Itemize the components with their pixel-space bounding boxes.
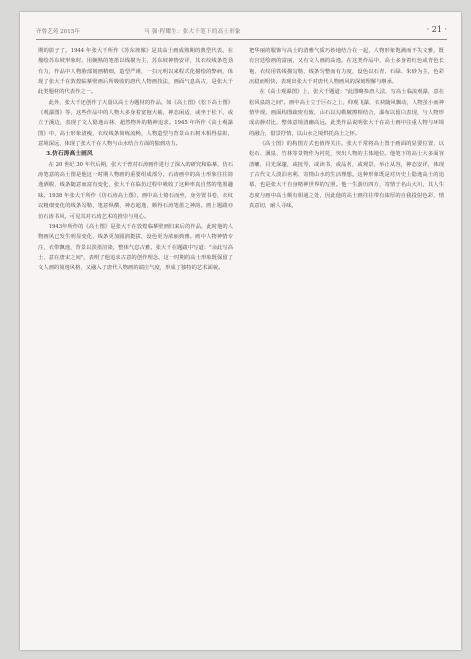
- paragraph: 《高士图》的构图方式也值得关注。张大千常将高士置于画面的显要位置，以松石、溪泉、竹林等景物作为衬托，突出人物的主体地位。他笔下的高士大多面容清癯，目光深邃，或抚琴，或读书，或品茗，或观景，举止从容，神态安详，体现了古代文人淡泊名利、寄情山水的生活理想。这种形象既是对历史上隐逸高士的追慕，也是张大千自身精神世界的写照。他一生游历四方，寄情于名山大川，其人生态度与画中高士颇有相通之处，因此他的高士画往往带有浓厚的自我投射色彩，情真意切，耐人寻味。: [249, 141, 444, 210]
- paragraph: 1943年所作的《高士图》是张大千在敦煌临摹壁画归来后的作品，此时他的人物画风已发生明显变化，线条更加圆润挺拔，设色更为浓丽典雅。画中人物神情专注，衣带飘逸，背景以淡墨渲染，整体气息古雅。张大千在题跋中写道："余此写高士，意在唐宋之间"，表明了他追求古意的创作理念。这一时期的高士形象既保留了文人画的简逸风格，又融入了唐代人物画的端庄气度，形成了独特的艺术面貌。: [38, 223, 233, 272]
- journal-page: [20, 12, 461, 650]
- header-rule: [36, 39, 447, 40]
- paragraph: 在《高士观瀑图》上，张大千题道："此图略参唐人法，写高士临流观瀑，意在松风泉韵之间"。画中高士立于巨石之上，仰观飞瀑，衣袂随风飘动，人物虽小而神情毕现。画面构图疏密有致，山石以勾勒皴擦相结合，瀑布以留白表现，与人物形成动静对比，整体意境清幽高远。此类作品说明张大千在高士画中注重人物与环境的融合，借景抒情，以山水之境烘托高士之怀。: [249, 89, 444, 137]
- journal-name: 齐鲁艺苑 2015年: [36, 29, 80, 35]
- paragraph: 把华丽的服饰与高士的清雅气质巧妙地结合在一起，人物形象饱满而不失文雅，既有宫廷绘画的富丽，又有文人画的高逸。在这类作品中，高士多身着红色或青色长袍，衣纹用铁线描勾勒，线条匀整而有力度，设色以石青、石绿、朱砂为主，色彩沉稳而明快，表现出张大千对唐代人物画风的深刻理解与继承。: [249, 48, 444, 86]
- article-running-title: 马 强·程耀生：张大千笔下的高士形象: [144, 29, 241, 35]
- section-heading: 3.仿石涛高士画风: [46, 151, 93, 158]
- paragraph: 此外，张大千还创作了大量以高士为题材的作品，如《高士图》《松下高士图》《观瀑图》等，这些作品中的人物大多身着宽袍大袖，神态闲适，或坐于松下，或立于溪边，表现了文人隐逸山林、超然物外的精神追求。1945 年所作《高士观瀑图》中，高士形象清瘦，衣纹线条简练流畅，人物造型与背景山石树木相得益彰，意境深远，体现了张大千在人物与山水结合方面的独到功力。: [38, 99, 233, 148]
- left-column: [38, 46, 233, 638]
- running-header: [36, 27, 447, 37]
- right-column: [249, 46, 444, 638]
- paragraph: 在 20 世纪 30 年代后期，张大千曾对石涛画作进行了深入的研究和临摹，仿石涛笔意的高士图是他这一时期人物画的重要组成部分。石涛画中的高士形象往往简逸洒脱，线条随意而富有变化，张大千在临仿过程中吸收了这种率真自然的笔墨趣味。1938 年张大千所作《仿石涛高士图》，画中高士倚石而坐，身旁置书卷，衣纹以粗细变化的线条勾勒，笔意纵横，神态超逸，颇得石涛笔墨之神韵。画上题跋亦仿石涛书风，可见其对石涛艺术的推崇与用心。: [38, 161, 233, 220]
- page-number: · 21 ·: [426, 25, 447, 34]
- paragraph: 期的影子了。1944 年张大千所作《苏东坡像》是其高士画成熟期的典型代表。在描绘苏东坡形象时，用娴熟的笔墨以线描为主，苏东坡神情安详，其衣纹线条苍劲有力，作品中人物脸部刻画精细，造型严谨，一扫元明以来程式化描绘的弊病，体现了张大千在敦煌临摹壁画后所吸收的唐代人物画技法，画面气息高古，是张大千此类题材的代表作之一。: [38, 48, 233, 96]
